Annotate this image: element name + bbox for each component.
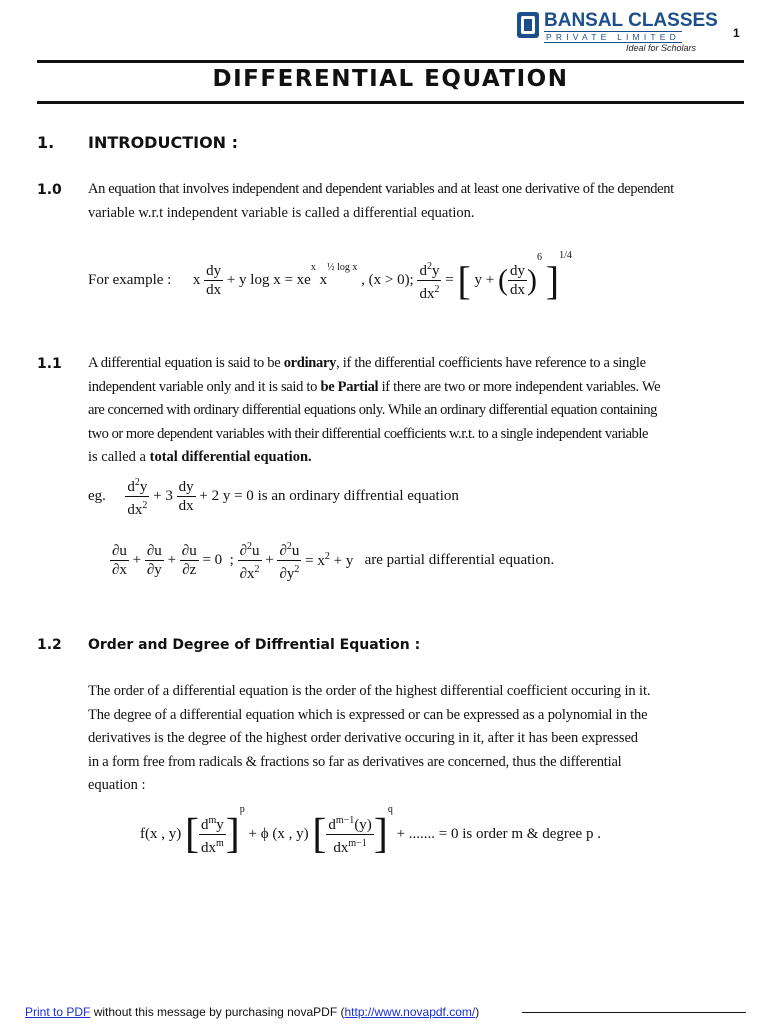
- text-line: [88, 446, 745, 470]
- formula-tail: + ....... = 0 is order m & degree p .: [396, 826, 601, 843]
- pde-description: are partial differential equation.: [364, 552, 555, 568]
- logo-emblem-icon: [516, 10, 540, 40]
- partial-example: $\frac{\partial u}{\partial x}$ + $\frac{\partial u}{\partial y}$ + $\frac{\partial u}{\partial z}$ = 0 ; $\frac{\partial^2u}{\partial x^2}$ + $\frac{\partial^2u}{\partial y^2}$ = $x^2 + y$ are partial differential equation.: [110, 538, 554, 583]
- logo-subtitle: PRIVATE LIMITED: [546, 32, 681, 42]
- text-line: The degree of a differential equation which is expressed or can be expressed as a polynomial in the: [88, 706, 648, 723]
- term-partial: be Partial: [320, 378, 379, 395]
- text-line: [88, 352, 745, 376]
- section-number: 1.: [37, 133, 55, 152]
- subsection-number: 1.2: [37, 637, 62, 653]
- footer-rule: [522, 1012, 746, 1013]
- example-equations: For example : x $\frac{dy}{dx}$ + y $\log x = xe^x$ $x^{\frac{1}{2} log x}$ , (x > 0); $\frac{d^2y}{dx^2}$ = [ y + ( $\frac{dy}{dx}$ )$^6$ ]$^{1/4}$: [88, 250, 572, 304]
- footer-text: without this message by purchasing novaPDF (: [90, 1005, 345, 1019]
- text-span: is called a: [88, 449, 150, 465]
- text-line: in a form free from radicals & fractions so far as derivatives are concerned, thus the differential: [88, 753, 622, 770]
- text-line: are concerned with ordinary differential equations only. While an ordinary differential equation containing: [88, 402, 657, 418]
- print-to-pdf-link[interactable]: Print to PDF: [25, 1005, 91, 1019]
- text-line: two or more dependent variables with their differential coefficients w.r.t. to a single independent variable: [88, 425, 648, 442]
- text-span: A differential equation is said to be: [88, 355, 284, 371]
- subsection-number: 1.1: [37, 356, 62, 372]
- eg-description: is an ordinary diffrential equation: [257, 488, 459, 504]
- text-line: [88, 376, 745, 400]
- eg-label: eg.: [88, 488, 106, 504]
- paragraph-1-2: [88, 680, 745, 798]
- term-ordinary: ordinary: [283, 355, 337, 371]
- logo-title: BANSAL CLASSES: [544, 10, 718, 31]
- title-bottom-rule: [37, 101, 744, 104]
- text-line: The order of a differential equation is the order of the highest differential coefficient occuring in it.: [88, 683, 651, 699]
- footer-text-end: ): [475, 1005, 480, 1019]
- paragraph-1-0: [88, 178, 745, 225]
- term-total-differential: total differential equation.: [149, 449, 312, 465]
- text-span: , if the differential coefficients have reference to a single: [336, 355, 646, 371]
- order-degree-formula: f(x , y) [ $\frac{d^my}{dx^m}$ ]$^p$ + ϕ (x , y) [ $\frac{d^{m-1}(y)}{dx^{m-1}}$ ]$^q$ + ....... = 0 is order m & degree p .: [140, 804, 601, 858]
- footer-message: [25, 1005, 479, 1019]
- text-line: derivatives is the degree of the highest order derivative occuring in it, after it has been expressed: [88, 730, 638, 746]
- novapdf-link[interactable]: http://www.novapdf.com/: [344, 1005, 476, 1019]
- title-top-rule: [37, 60, 744, 63]
- fraction-d2y-dx2: $\frac{d^2y}{dx^2}$: [417, 258, 441, 303]
- text-span: if there are two or more independent variables. We: [378, 378, 661, 395]
- bansal-classes-logo: [516, 10, 718, 56]
- subsection-heading: Order and Degree of Diffrential Equation :: [88, 637, 421, 653]
- text-line: An equation that involves independent and dependent variables and at least one derivative of the dependent: [88, 181, 674, 197]
- page-title: DIFFERENTIAL EQUATION: [212, 66, 569, 92]
- subsection-number: 1.0: [37, 182, 62, 198]
- section-heading: INTRODUCTION :: [88, 133, 239, 152]
- equation-text: + y log x = xe: [226, 272, 311, 289]
- paragraph-1-1: [88, 352, 745, 470]
- equation-condition: , (x > 0);: [361, 272, 414, 289]
- logo-tagline: Ideal for Scholars: [626, 43, 697, 53]
- fraction-dy-dx: $\frac{dy}{dx}$: [206, 263, 222, 299]
- text-line: variable w.r.t independent variable is called a differential equation.: [88, 204, 475, 221]
- ordinary-example: eg. $\frac{d^2y}{dx^2}$ + 3 $\frac{dy}{dx}$ + 2 y = 0 is an ordinary diffrential equation: [88, 474, 459, 519]
- page-number: 1: [733, 26, 740, 40]
- example-label: For example :: [88, 272, 172, 289]
- text-line: equation :: [88, 777, 146, 793]
- text-span: independent variable only and it is said to: [88, 378, 321, 395]
